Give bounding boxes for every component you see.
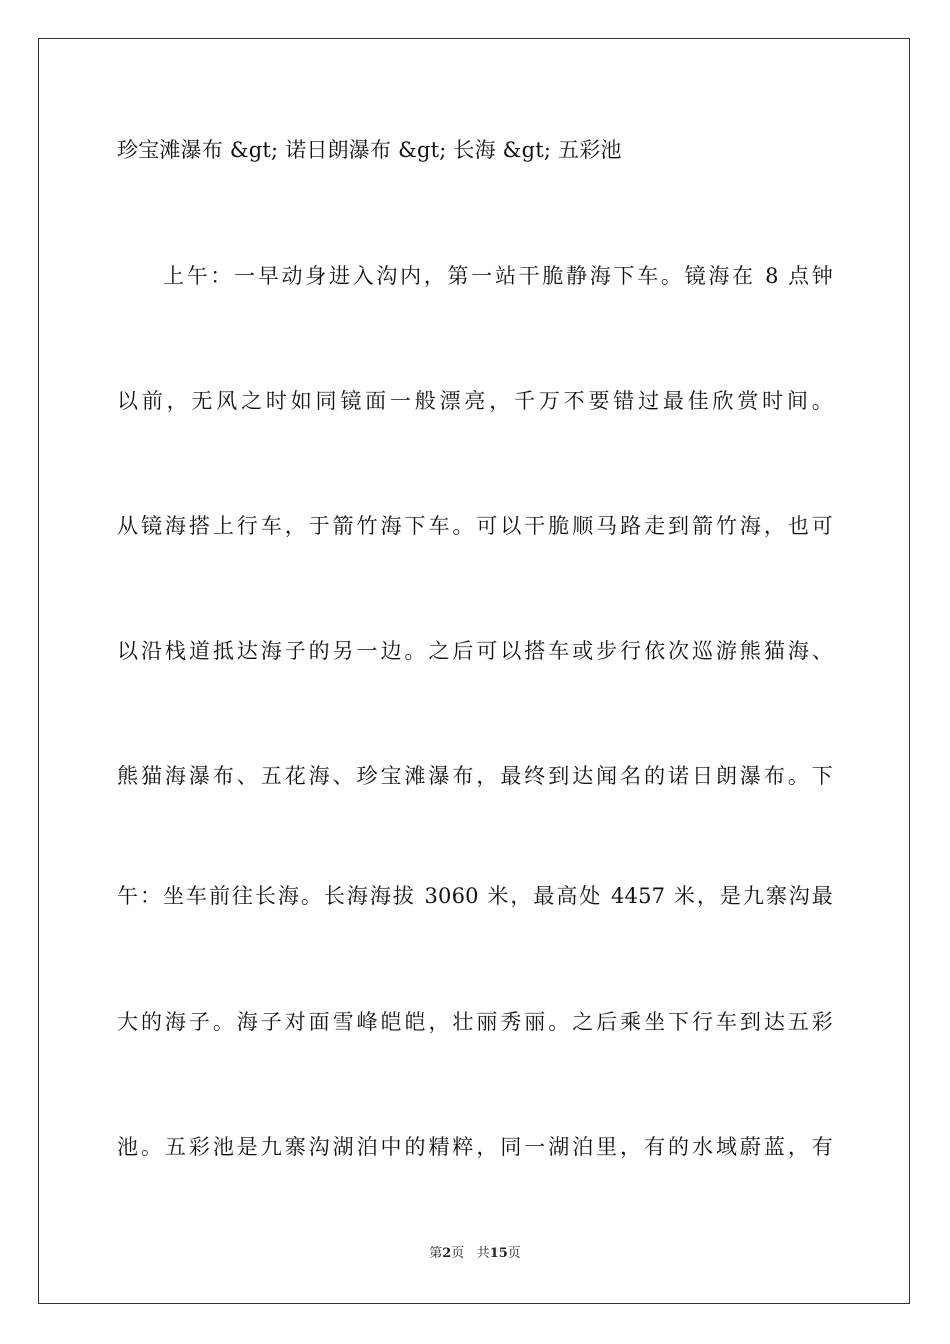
page-prefix: 第 [429, 1246, 443, 1261]
paragraph-line-7: 大的海子。海子对面雪峰皑皑，壮丽秀丽。之后乘坐下行车到达五彩 [117, 1010, 833, 1034]
total-pages: 15 [489, 1246, 508, 1261]
page-suffix: 页 [451, 1246, 465, 1261]
paragraph-line-4: 以沿栈道抵达海子的另一边。之后可以搭车或步行依次巡游熊猫海、 [117, 639, 833, 663]
total-suffix: 页 [507, 1246, 521, 1261]
paragraph-line-5: 熊猫海瀑布、五花海、珍宝滩瀑布，最终到达闻名的诺日朗瀑布。下 [117, 764, 833, 788]
total-prefix: 共 [476, 1246, 490, 1261]
page-border [38, 38, 910, 1304]
page-footer [0, 1245, 950, 1263]
paragraph-line-3: 从镜海搭上行车，于箭竹海下车。可以干脆顺马路走到箭竹海，也可 [117, 514, 833, 538]
paragraph-line-6: 午：坐车前往长海。长海海拔 3060 米，最高处 4457 米，是九寨沟最 [117, 884, 833, 908]
paragraph-line-2: 以前，无风之时如同镜面一般漂亮，千万不要错过最佳欣赏时间。 [117, 389, 833, 413]
route-line: 珍宝滩瀑布 &gt; 诺日朗瀑布 &gt; 长海 &gt; 五彩池 [117, 138, 622, 162]
paragraph-line-8: 池。五彩池是九寨沟湖泊中的精粹，同一湖泊里，有的水域蔚蓝，有 [117, 1135, 833, 1159]
paragraph-line-1: 上午：一早动身进入沟内，第一站干脆静海下车。镜海在 8 点钟 [163, 264, 833, 288]
page-number: 2 [442, 1246, 452, 1261]
